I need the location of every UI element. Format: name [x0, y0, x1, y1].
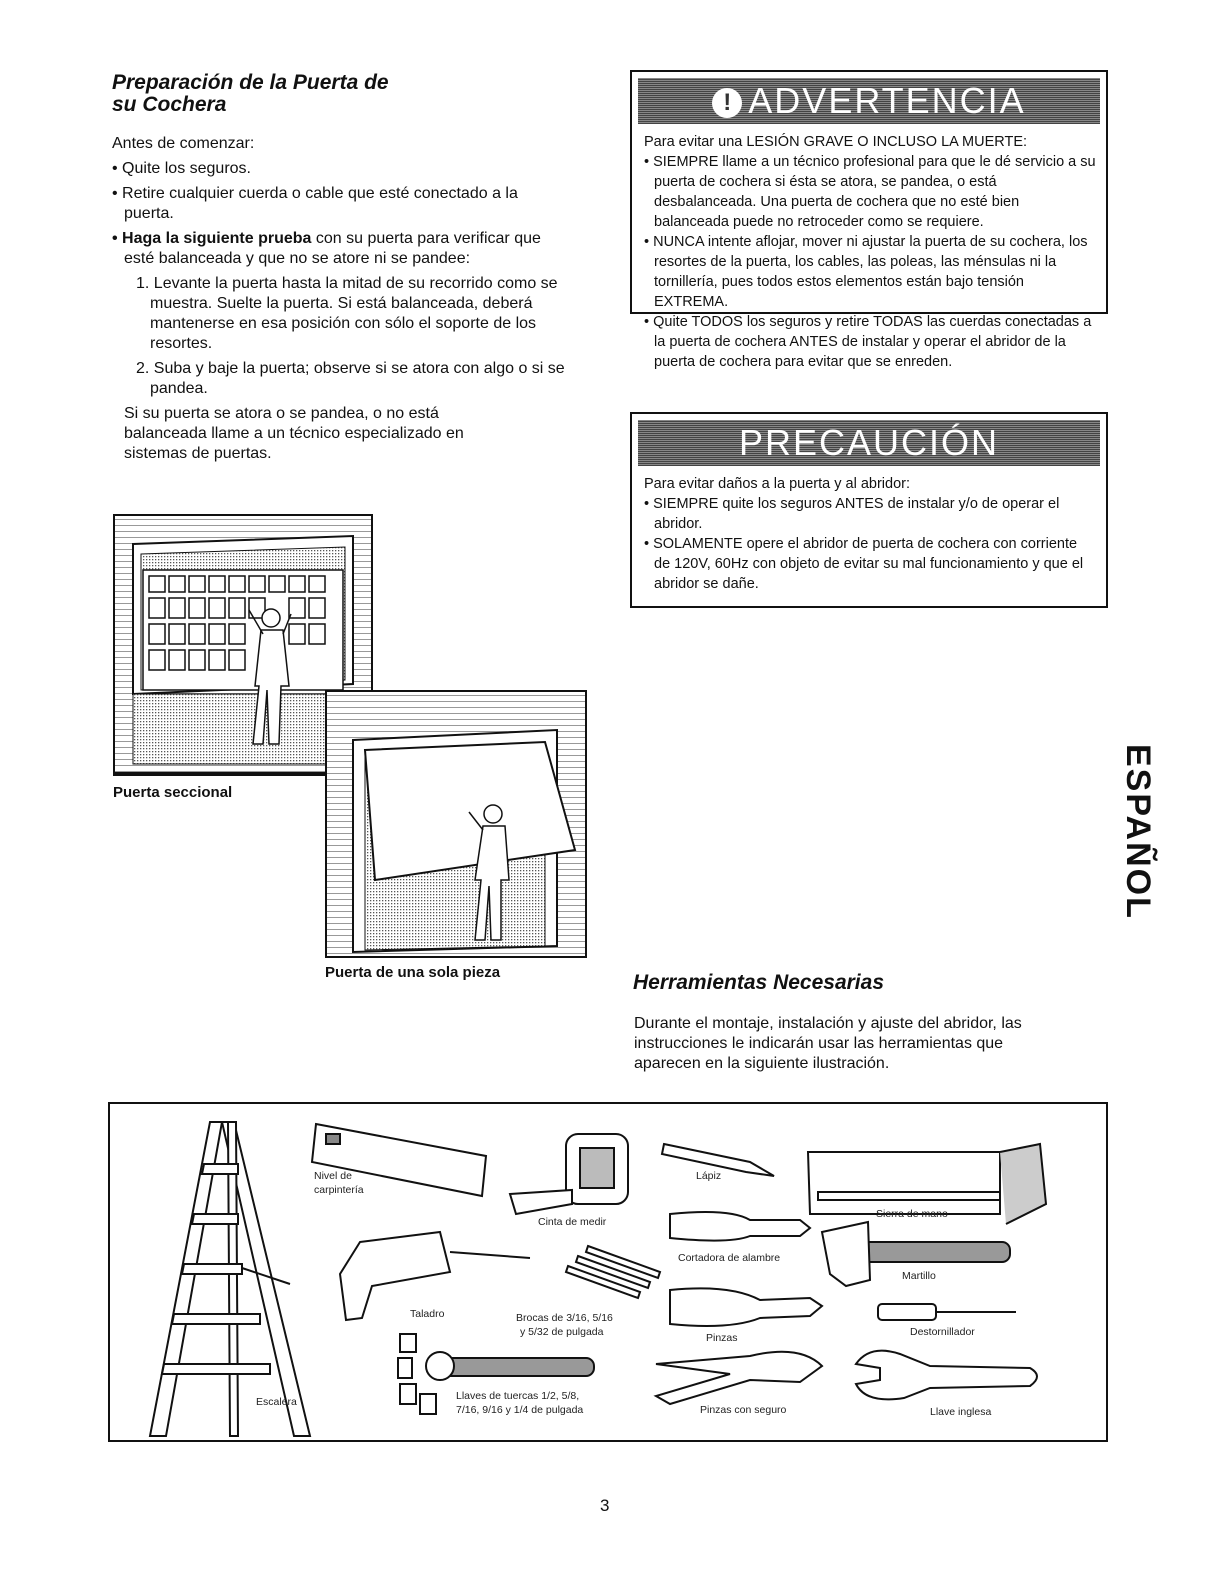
warning-text: [632, 130, 1106, 378]
adjustable-wrench-icon: [856, 1351, 1037, 1400]
prep-closing: Si su puerta se atora o se pandea, o no está balanceada llame a un técnico especializado en sistemas de puertas.: [124, 405, 464, 462]
label-wrench: Llave inglesa: [930, 1406, 992, 1418]
warning-bullet-2: • NUNCA intente aflojar, mover ni ajustar la puerta de su cochera, los resortes de la puerta, los cables, las poleas, las ménsulas ni la tornillería, pues todos estos elementos están bajo tensión EXTREMA.: [644, 234, 1088, 310]
label-bits-2: y 5/32 de pulgada: [520, 1326, 604, 1338]
prep-step-2: 2. Suba y baje la puerta; observe si se atora con algo o si se pandea.: [136, 360, 565, 397]
language-side-tab: ESPAÑOL: [1119, 744, 1157, 920]
label-vise-grip: Pinzas con seguro: [700, 1404, 787, 1416]
caution-title: PRECAUCIÓN: [738, 422, 1000, 463]
label-pliers: Pinzas: [706, 1332, 738, 1344]
caption-sectional: Puerta seccional: [113, 784, 233, 801]
prep-body: [112, 134, 592, 464]
label-sockets-2: 7/16, 9/16 y 1/4 de pulgada: [456, 1404, 584, 1416]
one-piece-door-illustration: [325, 690, 587, 981]
caution-bullet-1: • SIEMPRE quite los seguros ANTES de instalar y/o de operar el abridor.: [644, 496, 1060, 532]
ladder-icon: [150, 1122, 310, 1436]
caution-header: [638, 420, 1100, 466]
label-pencil: Lápiz: [696, 1170, 722, 1182]
label-hacksaw: Sierra de mano: [876, 1208, 948, 1220]
label-drill: Taladro: [410, 1308, 445, 1320]
tools-drawing: [110, 1104, 1106, 1440]
caution-bullet-2: • SOLAMENTE opere el abridor de puerta de cochera con corriente de 120V, 60Hz con objeto de evitar su mal funcionamiento y que el abridor se dañe.: [644, 536, 1084, 592]
label-level-2: carpintería: [314, 1184, 364, 1196]
prep-intro: Antes de comenzar:: [112, 135, 255, 152]
caption-rule: [113, 772, 325, 774]
warning-header: [638, 78, 1100, 124]
tape-measure-icon: [510, 1134, 628, 1214]
tools-title: Herramientas Necesarias: [633, 971, 884, 994]
vise-grip-icon: [656, 1352, 822, 1404]
caution-intro: Para evitar daños a la puerta y al abridor:: [644, 476, 910, 492]
screwdriver-icon: [878, 1304, 1016, 1320]
warning-box: [630, 70, 1108, 370]
label-ladder: Escalera: [256, 1396, 297, 1408]
warning-intro: Para evitar una LESIÓN GRAVE O INCLUSO LA MUERTE:: [644, 134, 1028, 150]
warning-exclamation-icon: !: [712, 88, 742, 118]
tools-illustration: [108, 1102, 1108, 1442]
drill-icon: [340, 1232, 530, 1320]
label-wire-cutter: Cortadora de alambre: [678, 1252, 781, 1264]
page-number: 3: [600, 1496, 610, 1515]
prep-bullet-1: • Quite los seguros.: [112, 160, 251, 177]
label-tape: Cinta de medir: [538, 1216, 607, 1228]
warning-title: ADVERTENCIA: [748, 80, 1026, 121]
one-piece-door-drawing: [325, 690, 587, 958]
socket-wrench-icon: [398, 1334, 594, 1414]
label-sockets-1: Llaves de tuercas 1/2, 5/8,: [456, 1390, 580, 1402]
caution-text: [632, 472, 1106, 600]
prep-bullet-2: • Retire cualquier cuerda o cable que esté conectado a la puerta.: [112, 185, 518, 222]
wire-cutter-icon: [670, 1212, 810, 1241]
warning-bullet-1: • SIEMPRE llame a un técnico profesional para que le dé servicio a su puerta de cochera si ésta se atora, se pandea, o está desbalanceada. Una puerta de cochera que no esté bien balanceada puede no retroceder como se requiere.: [644, 154, 1096, 230]
prep-title: Preparación de la Puerta de su Cochera: [112, 71, 389, 116]
caution-box: [630, 412, 1108, 608]
tools-intro: Durante el montaje, instalación y ajuste del abridor, las instrucciones le indicarán usar las herramientas que aparecen en la siguiente ilustración.: [634, 1015, 1022, 1072]
label-level-1: Nivel de: [314, 1170, 352, 1182]
prep-bullet-3: • Haga la siguiente prueba con su puerta para verificar que esté balanceada y que no se atore ni se pandee:: [112, 230, 541, 267]
prep-section: [112, 72, 592, 469]
caption-onepiece: Puerta de una sola pieza: [325, 964, 501, 981]
prep-step-1: 1. Levante la puerta hasta la mitad de su recorrido como se muestra. Suelte la puerta. Si está balanceada, deberá mantenerse en esa posición con sólo el soporte de los resortes.: [136, 275, 558, 352]
drill-bits-icon: [566, 1246, 660, 1298]
label-bits-1: Brocas de 3/16, 5/16: [516, 1312, 613, 1324]
label-screwdriver: Destornillador: [910, 1326, 975, 1338]
label-hammer: Martillo: [902, 1270, 936, 1282]
pliers-icon: [670, 1288, 822, 1326]
warning-bullet-3: • Quite TODOS los seguros y retire TODAS las cuerdas conectadas a la puerta de cochera ANTES de instalar y operar el abridor de la puerta de cochera para evitar que se enreden.: [644, 314, 1092, 370]
